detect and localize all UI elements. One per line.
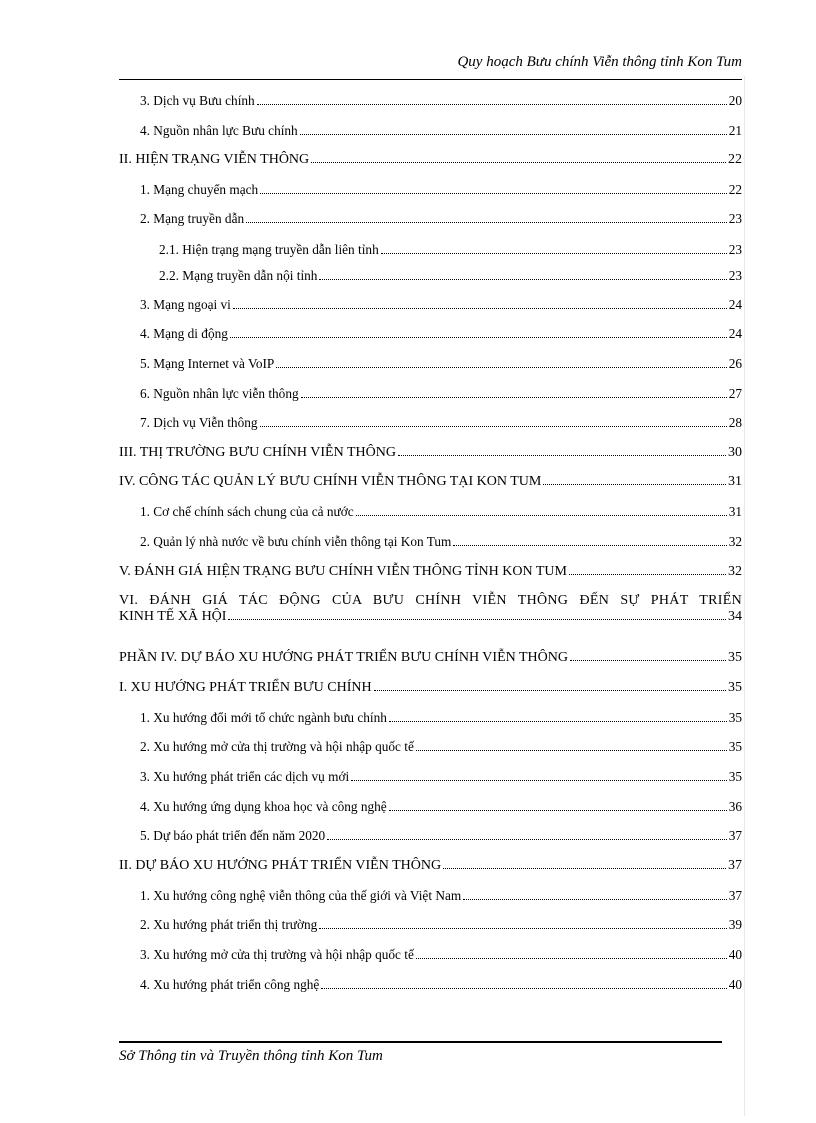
toc-entry[interactable]: 5. Mạng Internet và VoIP 26 — [140, 356, 742, 371]
footer-rule — [119, 1041, 722, 1043]
toc-entry[interactable]: 1. Xu hướng đổi mới tổ chức ngành bưu chính 35 — [140, 710, 742, 725]
toc-entry[interactable]: III. THỊ TRƯỜNG BƯU CHÍNH VIỄN THÔNG 30 — [119, 445, 742, 460]
toc-entry[interactable]: 3. Xu hướng phát triển các dịch vụ mới 35 — [140, 769, 742, 784]
toc-entry[interactable]: 2.2. Mạng truyền dẫn nội tỉnh 23 — [159, 268, 742, 283]
toc-entry[interactable]: 2. Xu hướng mở cửa thị trường và hội nhập quốc tế 35 — [140, 739, 742, 754]
toc-entry[interactable]: 4. Mạng di động 24 — [140, 326, 742, 341]
toc-entry[interactable]: 1. Cơ chế chính sách chung của cả nước 31 — [140, 504, 742, 519]
toc-entry[interactable]: 1. Xu hướng công nghệ viễn thông của thế giới và Việt Nam 37 — [140, 888, 742, 903]
toc-entry[interactable]: 4. Nguồn nhân lực Bưu chính 21 — [140, 123, 742, 138]
toc-entry[interactable]: PHẦN IV. DỰ BÁO XU HƯỚNG PHÁT TRIỂN BƯU CHÍNH VIỄN THÔNG 35 — [119, 650, 742, 665]
toc-entry[interactable]: 4. Xu hướng ứng dụng khoa học và công nghệ 36 — [140, 799, 742, 814]
toc-entry[interactable]: 4. Xu hướng phát triển công nghệ 40 — [140, 977, 742, 992]
toc-entry[interactable]: V. ĐÁNH GIÁ HIỆN TRẠNG BƯU CHÍNH VIỄN THÔNG TỈNH KON TUM 32 — [119, 564, 742, 579]
toc-entry[interactable]: I. XU HƯỚNG PHÁT TRIỂN BƯU CHÍNH 35 — [119, 680, 742, 695]
toc-entry[interactable]: 1. Mạng chuyển mạch 22 — [140, 182, 742, 197]
toc-entry[interactable]: 3. Mạng ngoại vi 24 — [140, 297, 742, 312]
toc-entry[interactable]: IV. CÔNG TÁC QUẢN LÝ BƯU CHÍNH VIỄN THÔNG TẠI KON TUM 31 — [119, 474, 742, 489]
footer-text: Sở Thông tin và Truyền thông tỉnh Kon Tum — [119, 1048, 383, 1064]
toc-entry[interactable]: VI. ĐÁNH GIÁ TÁC ĐỘNG CỦA BƯU CHÍNH VIỄN THÔNG ĐẾN SỰ PHÁT TRIỂN KINH TẾ XÃ HỘI 34 — [119, 593, 742, 624]
header-rule — [119, 79, 742, 80]
header-title: Quy hoạch Bưu chính Viễn thông tỉnh Kon Tum — [457, 54, 742, 70]
toc-entry[interactable]: II. DỰ BÁO XU HƯỚNG PHÁT TRIỂN VIỄN THÔNG 37 — [119, 858, 742, 873]
toc-entry[interactable]: 2. Mạng truyền dẫn 23 — [140, 211, 742, 226]
toc-entry[interactable]: 5. Dự báo phát triển đến năm 2020 37 — [140, 828, 742, 843]
toc-entry[interactable]: 3. Xu hướng mở cửa thị trường và hội nhập quốc tế 40 — [140, 947, 742, 962]
toc-entry[interactable]: 2. Xu hướng phát triển thị trường 39 — [140, 917, 742, 932]
toc-entry[interactable]: 7. Dịch vụ Viễn thông 28 — [140, 415, 742, 430]
toc-entry[interactable]: 3. Dịch vụ Bưu chính 20 — [140, 93, 742, 108]
toc-entry[interactable]: 2.1. Hiện trạng mạng truyền dẫn liên tỉnh 23 — [159, 242, 742, 257]
toc-entry[interactable]: II. HIỆN TRẠNG VIỄN THÔNG 22 — [119, 152, 742, 167]
toc-entry[interactable]: 6. Nguồn nhân lực viễn thông 27 — [140, 386, 742, 401]
toc-entry[interactable]: 2. Quản lý nhà nước về bưu chính viễn thông tại Kon Tum 32 — [140, 534, 742, 549]
page-edge-rule — [744, 76, 745, 1116]
